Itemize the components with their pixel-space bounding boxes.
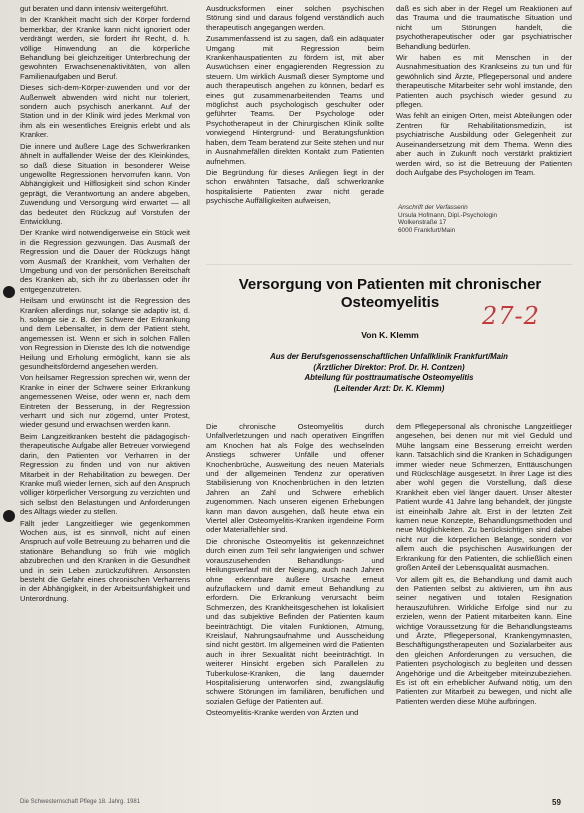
title-line: Osteomyelitis (340, 294, 440, 311)
affiliation-line: (Leitender Arzt: Dr. K. Klemm) (333, 383, 445, 393)
paragraph: gut beraten und dann intensiv weitergeführt. (20, 4, 169, 13)
paragraph: dem Pflegepersonal als chronische Langzeitlieger angesehen, bei denen nur mit viel Geduld und Mühe langsam eine Besserung erreicht werden kann. Tatsächlich sind die Kranken in Schädigungen immer wieder neue Schmerzen, Enttäuschungen und Rückschläge ausgesetzt. In ihrer Lage ist dies aber wohl gegen die Vorstellung, daß diese Krankheit eben viel länger dauert. Unser ältester Patient wurde 41 Jahre lang behandelt, der jüngste ist eineinhalb Jahre alt. Erst in der letzten Zeit kamen neue Konzepte, Behandlungsmethoden und neue Möglichkeiten. Zu berücksichtigen sind dabei nicht nur die körperlichen Belange, sondern vor allem auch die psychischen Auswirkungen der Erkrankung für den Patienten, die schließlich einen großen Anteil der Lebensqualität ausmachen. (396, 422, 572, 573)
address-line: 6000 Frankfurt/Main (398, 226, 456, 234)
text-column-2 (206, 4, 384, 232)
paragraph: Wir haben es mit Menschen in der Ausnahmesituation des Krankseins zu tun und für gewöhnlich sind Ärzte, Pflegepersonal und andere therapeutische Mitarbeiter sehr wohl imstande, den Patienten auch psychisch wieder gesund zu pflegen. (396, 53, 572, 110)
paragraph: Die chronische Osteomyelitis ist gekennzeichnet durch einen zum Teil sehr langwierigen und schwer vorauszusehenden Behandlungs- und Heilungsverlauf mit der Neigung, auch nach Jahren ohne erkennbare äußere Ursache erneut aufzuflackern und damit erneut Behandlung zu erfordern. Die Erkrankung verursacht beim Schmerzen, des Krankheitsgeschehen ist lokalisiert und das subjektive Befinden der Patienten kaum beeinträchtigt. Die vitalen Funktionen, Atmung, Kreislauf, Nahrungsaufnahme und Ausscheidung sind nicht gestört. Im allgemeinen wird die Patienten auch in ihrer Sexualität nicht beeinträchtigt. In weiterer Hinsicht ergeben sich Parallelen zu Tuberkulose-Kranken, die lang dauernder Hospitalisierung unterworfen sind, zwangsläufig schwere Störungen im familiären, beruflichen und sozialen Gefüge der Patienten auf. (206, 536, 384, 706)
affiliation-line: (Ärztlicher Direktor: Prof. Dr. H. Contzen) (313, 362, 465, 372)
paragraph: daß es sich aber in der Regel um Reaktionen auf das Trauma und die traumatische Situation und nicht um Störungen handelt, die psychotherapeutischer oder gar psychiatrischer Behandlung bedürfen. (396, 4, 572, 51)
handwritten-note: 27-2 (482, 302, 540, 330)
paragraph: Was fehlt an einigen Orten, meist Abteilungen oder Zentren für Rehabilitationsmedizin, ist psychiatrische Ausbildung oder Gelegenheit zur Auseinandersetzung mit dem Thema. Wenn dies aber auch in Zukunft noch verstärkt praktiziert werden wird, so ist die Betreuung der Patienten doch Aufgabe des Psychologen im Team. (396, 111, 572, 177)
article-column-left (206, 422, 384, 794)
title-line: Versorgung von Patienten mit chronischer (238, 276, 542, 293)
paragraph: Fällt jeder Langzeitlieger wie gegenkommen Wochen aus, ist es sinnvoll, nicht auf einen Anspruch auf volle Betreuung zu beharren und die stationäre Behandlung so früh wie möglich abzubrechen und den Kranken in die Gesundheit und in sein Leben zurückzuführen. Ansonsten besteht die Gefahr eines chronischen Verharrens in der Abhängigkeit, in der Arbeitsunfähigkeit und Unterordnung. (20, 518, 190, 603)
page-number: 59 (552, 798, 561, 807)
article-column-right (396, 422, 572, 794)
article-affiliation (206, 352, 572, 394)
affiliation-line: Abteilung für posttraumatische Osteomyelitis (304, 373, 474, 383)
paragraph: Ausdrucksformen einer solchen psychischen Störung sind und daraus folgend verständlich auch therapeutisch angegangen werden. (206, 4, 384, 32)
paragraph: Die chronische Osteomyelitis durch Unfallverletzungen und nach operativen Eingriffen am Knochen hat als Folge des wechselnden Anstiegs schwerer Unfälle und offener Knochenbrüche, Ausweitung des neuen Materials und der allgemeinen Tendenz zur operativen Stabilisierung von Knochenbrüchen in den letzten Jahren an Zahl und Schwere erheblich zugenommen. Nach unseren eigenen Erhebungen kann man davon ausgehen, daß heute etwa ein Viertel aller Osteomyelitis-Kranken irgendeine Form oder Materialfehler sind. (206, 422, 384, 535)
footer-publication: Die Schwesternschaft Pflege 18. Jahrg. 1981 (20, 799, 141, 805)
punch-hole (3, 286, 15, 298)
address-line: Wolkenstraße 17 (398, 219, 447, 227)
paragraph: In der Krankheit macht sich der Körper fordernd bemerkbar, der Kranke kann nicht ignoriert oder verdrängt werden, sie fordert ihr Recht, d. h. völlige Hinwendung an die körperliche Behandlung bei gleichzeitiger Unterbrechung der gewohnten Erwachsenenaktivitäten, von allen Familienaufgaben und Beruf. (20, 15, 190, 81)
paragraph: Der Kranke wird notwendigerweise ein Stück weit in die Regression gezwungen. Das Ausmaß der Regression und die Dauer der Rückzugs hängt vom Ausmaß der Krankheit, vom Verhalten der Umgebung und von der persönlichen Bereitschaft des Kranken ab, sich ihr zu überlassen oder ihr entgegenzutreten. (20, 228, 190, 294)
paragraph: Die Begründung für dieses Anliegen liegt in der schon erwähnten Tatsache, daß schwerkranke hospitalisierte Patienten zwar nicht gerade psychische Auffälligkeiten aufweisen, (206, 167, 384, 206)
affiliation-line: Aus der Berufsgenossenschaftlichen Unfallklinik Frankfurt/Main (270, 352, 508, 361)
article-author: Von K. Klemm (361, 330, 419, 340)
paragraph: Vor allem gilt es, die Behandlung und damit auch den Patienten selbst zu aktivieren, um ihn aus seiner negativen und totalen Resignation herauszuführen. Wirkliche Erfolge sind nur zu erzielen, wenn der Patient mitarbeiten kann. Eine wichtige Voraussetzung für die Behandlungsteams und Ärzte, Pflegepersonal, Krankengymnasten, Beschäftigungstherapeuten und Sozialarbeiter aus den gleichen Anforderungen zu versuchen, die Patienten psychologisch zu begleiten und dessen Angehörige und die Arbeitgeber miteinzubeziehen. Es ist oft ein erheblicher Aufwand nötig, um den Patienten zur Mitarbeit zu bewegen, und nicht alle Patienten werden diese Mühe aufbringen. (396, 574, 572, 706)
paragraph: Osteomyelitis-Kranke werden von Ärzten und (206, 708, 359, 718)
punch-hole (3, 510, 15, 522)
address-line: Ursula Hofmann, Dipl.-Psychologin (398, 211, 498, 219)
article-title (220, 276, 560, 312)
paragraph: Beim Langzeitkranken besteht die pädagogisch-therapeutische Aufgabe aller Betreuer vorwiegend darin, den Patienten vor Verharren in der Regression zu finden und von nur aktiven Mitarbeit in der Rehabilitation zu bewegen. Der Kranke muß wieder lernen, sich auf den Anspruch völliger körperlicher Versorgung zu verzichten und sich selbst den Belastungen und Anforderungen des Alltags wieder zu stellen. (20, 431, 190, 517)
address-label: Anschrift der Verfasserin (398, 204, 468, 211)
paragraph: Von heilsamer Regression sprechen wir, wenn der Kranke in einer der Schwere seiner Erkrankung angemessenen Weise, oder wenn er, nach dem Eintreten der Besserung, in der Regression verharrt und sich nur zögernd, unter Protest, wieder gesund und erwachsen werden kann. (20, 373, 190, 430)
paragraph: Heilsam und erwünscht ist die Regression des Kranken allerdings nur, solange sie adaptiv ist, d. h. solange sie z. B. der Schwere der Erkrankung und dem Lebensalter, in dem der Patient steht, angemessen ist. Wenn er sich in solchen Fällen von Regression in Dienste des Ich die notwendige Heilung und Erholung ermöglicht, kann sie als gesundheitsfördernd angesehen werden. (20, 296, 190, 372)
paragraph: Zusammenfassend ist zu sagen, daß ein adäquater Umgang mit Regression beim Krankenhauspatienten zu fördern ist, mit aber Auswüchsen einer engagierenden Regression zu steuern. Um wirklich Ausmaß dieser Symptome und auch therapeutisch angehen zu können, bedarf es eines gut zusammenarbeitenden Teams und möglichst auch psychologisch geschulter oder geführter Teams. Der Psychologe oder Psychotherapeut in der Chirurgischen Klinik sollte vorwiegend Hintergrund- und Beratungsfunktion haben, dem Team beratend zur Seite stehen und nur in Ausnahmefällen direkten Kontakt zum Patienten aufnehmen. (206, 34, 384, 166)
paragraph: Die innere und äußere Lage des Schwerkranken ähnelt in auffallender Weise der des Kleinkindes, so daß diese Situation in besonderer Weise ungewollte Regressionen hervorrufen kann. Von Abhängigkeit und Hilflosigkeit sind schon Kinder geprägt, die Verantwortung an andere abgeben, Zuwendung und Versorgung wird erwartet — all das bedeutet den Rückzug auf Vorstufen der Entwicklung. (20, 141, 190, 226)
section-divider (206, 264, 572, 265)
author-address (398, 204, 568, 234)
paragraph: Dieses sich-dem-Körper-zuwenden und vor der Außenwelt abwenden wird nicht nur toleriert, sondern auch psychisch anerkannt. Auf der Station und in der Klinik wird jedes Merkmal von ihm als ein wesentliches Ereignis erlebt und als Kranker. (20, 83, 190, 140)
text-column-1 (20, 4, 190, 794)
text-column-3 (396, 4, 572, 200)
